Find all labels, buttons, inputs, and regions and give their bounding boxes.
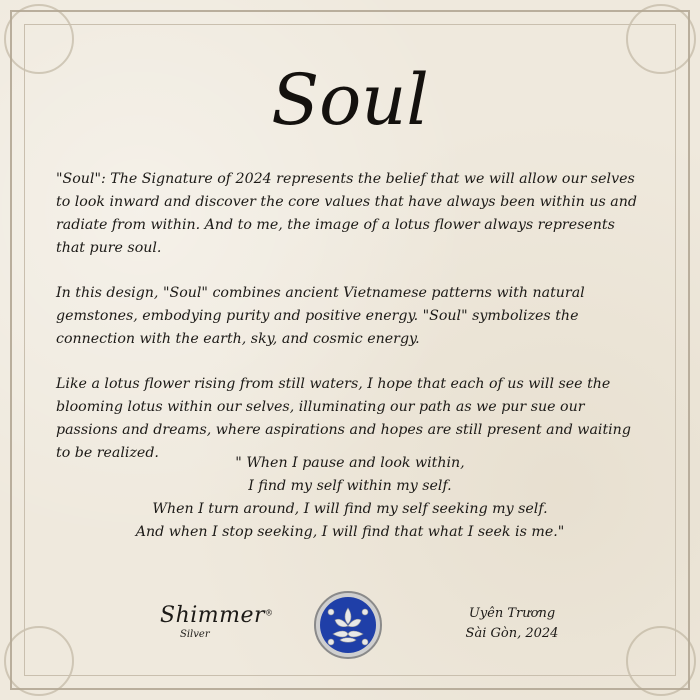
poem-quote xyxy=(120,452,580,544)
registered-mark: ® xyxy=(265,608,274,618)
brand-name: Shimmer xyxy=(160,603,266,628)
page-title: Soul xyxy=(271,59,429,141)
quote-line: When I turn around, I will find my self seeking my self. xyxy=(152,501,548,517)
paragraph: In this design, "Soul" combines ancient Vietnamese patterns with natural gemstones, embodying purity and positive energy. "Soul" symbolizes the connection with the earth, sky, and cosmic energy. xyxy=(56,285,585,347)
body-text xyxy=(56,168,646,487)
quote-line: " When I pause and look within, xyxy=(235,455,465,471)
signature-place-date: Sài Gòn, 2024 xyxy=(465,626,559,641)
brand-logo xyxy=(160,603,274,643)
paragraph: "Soul": The Signature of 2024 represents the belief that we will allow our selves to look inward and discover the core values that have always been within us and radiate from within. And to me, the image of a lotus flower always represents that pure soul. xyxy=(56,171,637,256)
signature-name: Uyên Trương xyxy=(468,606,556,621)
lotus-medallion-icon xyxy=(313,590,383,660)
brand-sub: Silver xyxy=(180,629,210,640)
paragraph: Like a lotus flower rising from still waters, I hope that each of us will see the blooming lotus within our selves, illuminating our path as we pur sue our passions and dreams, where aspirations and hopes are still present and waiting to be realized. xyxy=(56,376,631,461)
signature-block xyxy=(452,604,572,644)
quote-line: I find my self within my self. xyxy=(248,478,452,494)
quote-line: And when I stop seeking, I will find that what I seek is me." xyxy=(135,524,565,540)
